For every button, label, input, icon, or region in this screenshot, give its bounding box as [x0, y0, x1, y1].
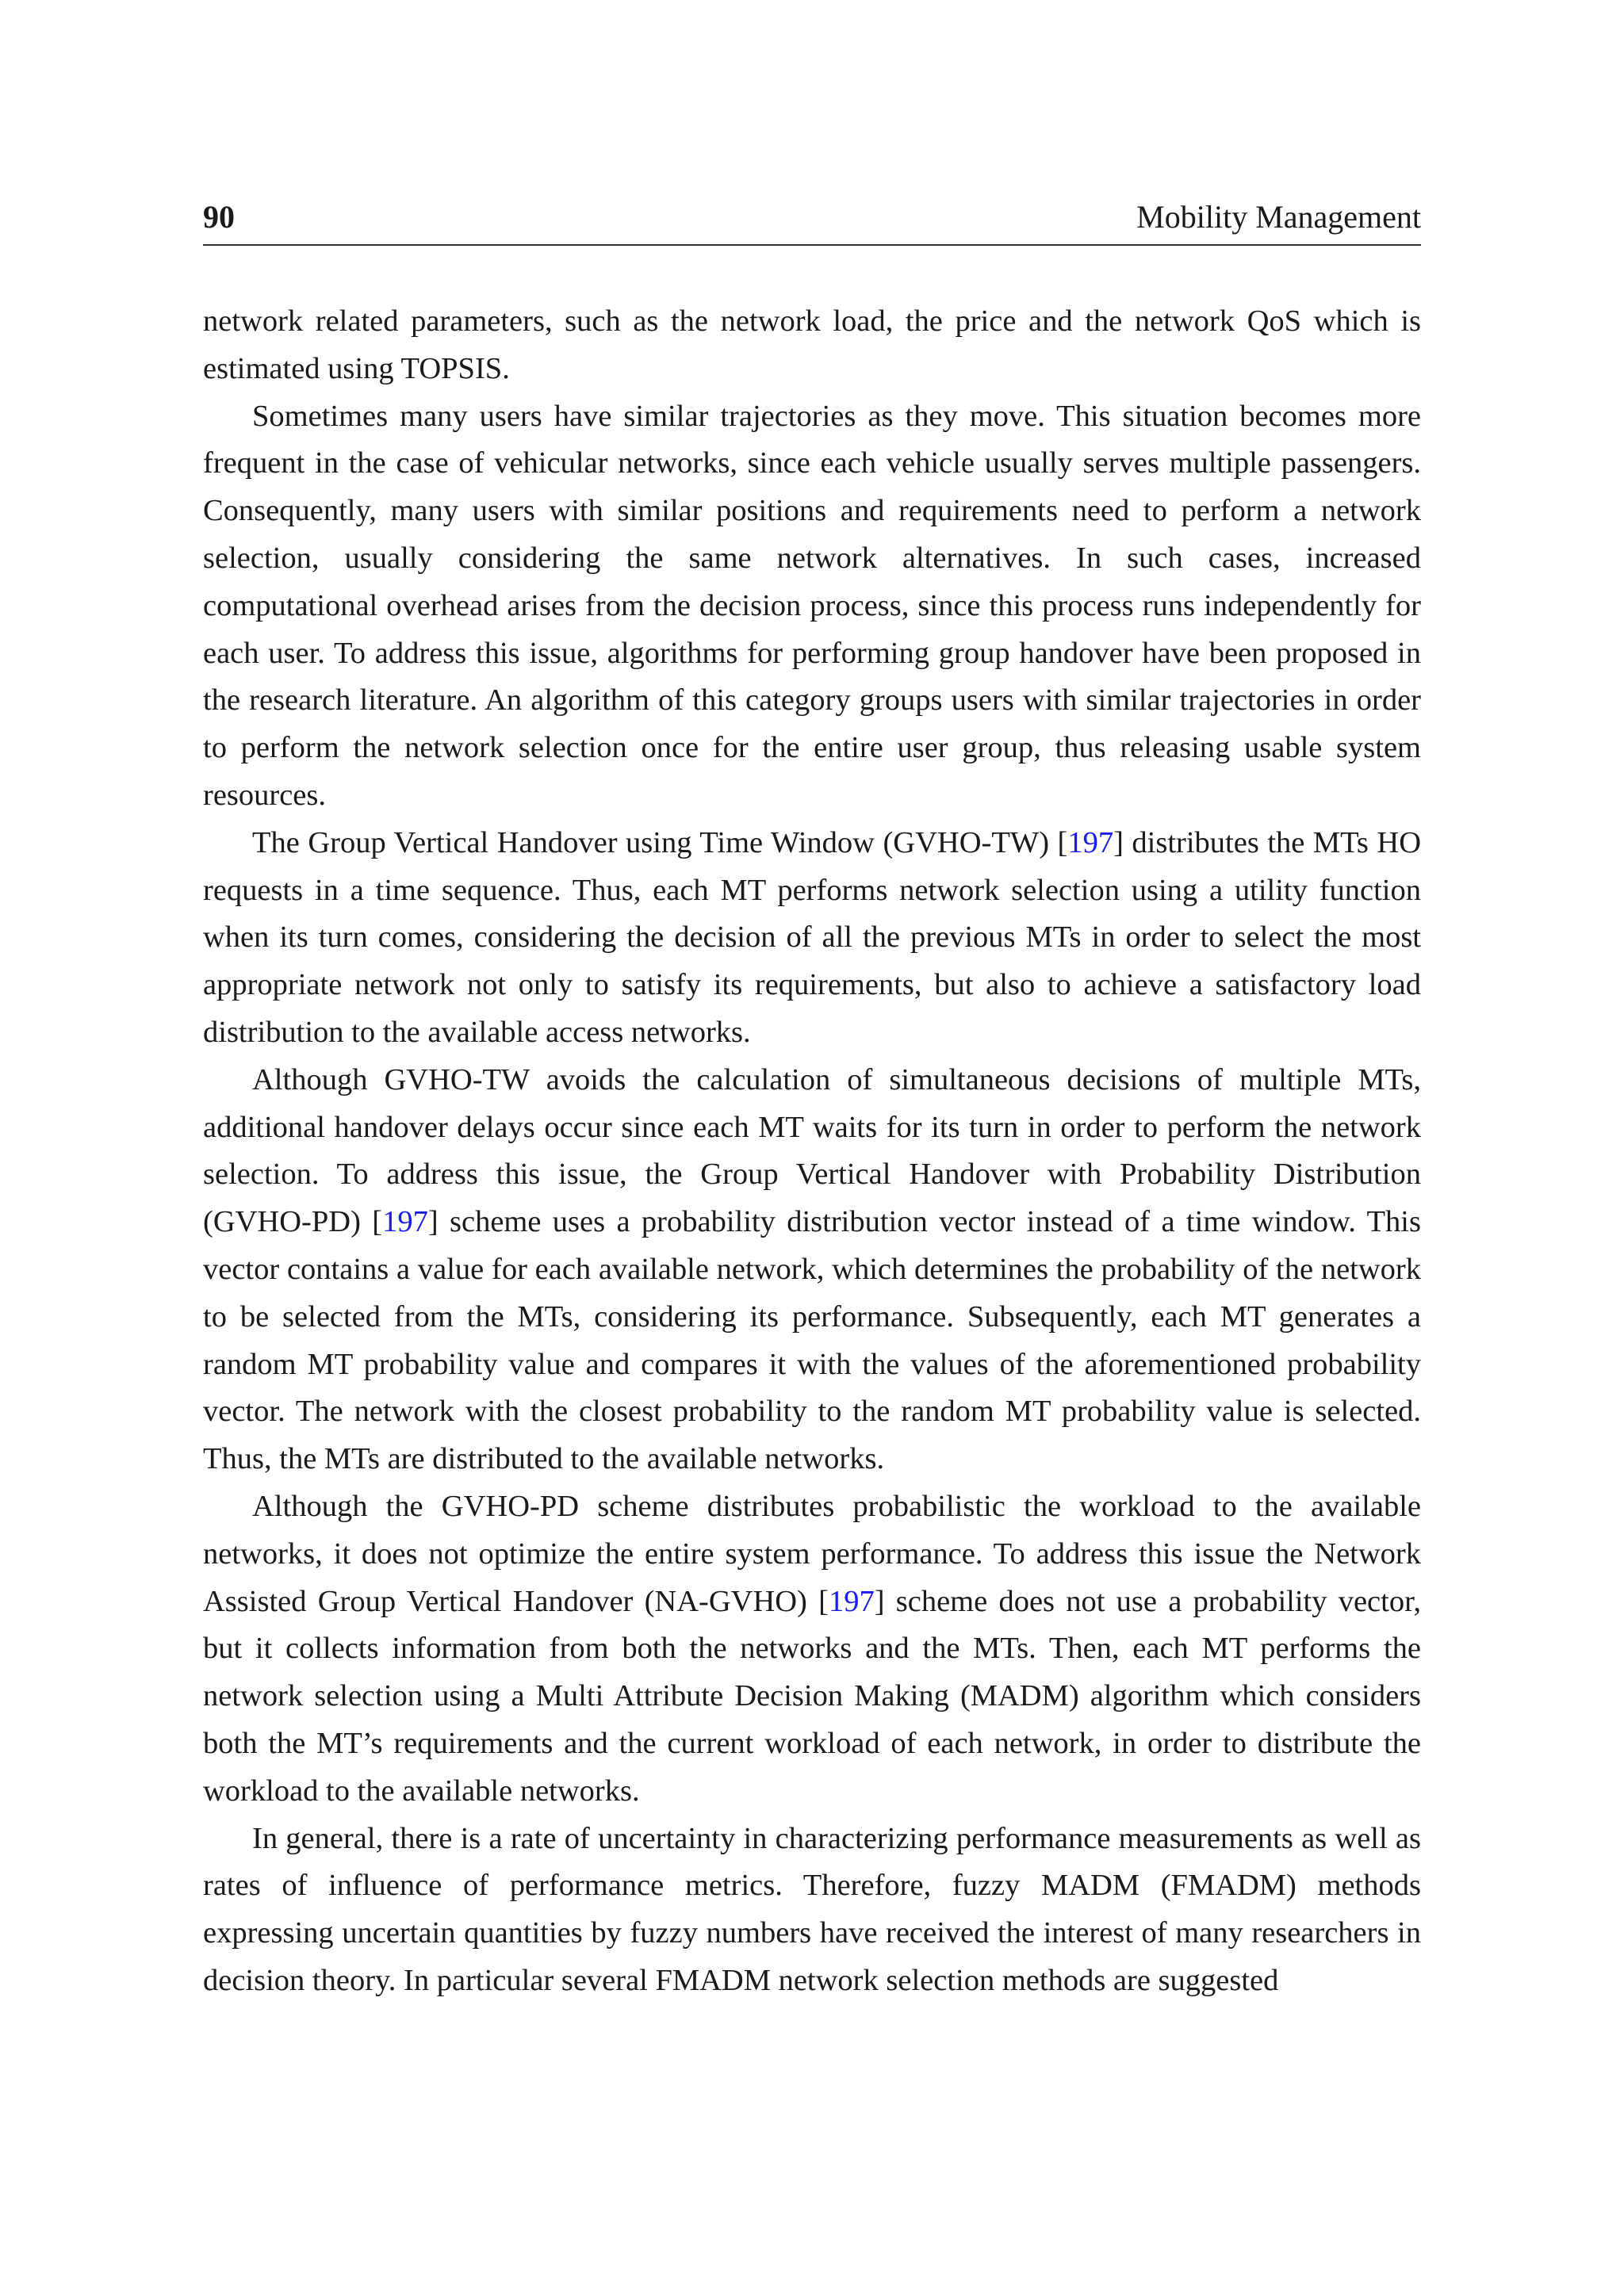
page: [203, 193, 1421, 2005]
citation-link-197[interactable]: 197: [1067, 825, 1114, 859]
page-number: 90: [203, 199, 235, 235]
paragraph-text: Although GVHO-TW avoids the calculation of simultaneous decisions of multiple MTs, additional handover delays occur since each MT waits for its turn in order to perform the network selection. To address this issue, the Group Vertical Handover with Probability Distribution (GVHO-PD): [203, 1062, 1421, 1239]
paragraph-text: In general, there is a rate of uncertainty in characterizing performance measurements as well as rates of influence of performance metrics. Therefore, fuzzy MADM (FMADM) methods expressing uncertain quantities by fuzzy numbers have received the interest of many researchers in decision theory. In particular several FMADM network selection methods are suggested: [203, 1821, 1421, 1997]
citation-link-197[interactable]: 197: [382, 1205, 428, 1239]
paragraph-text: Sometimes many users have similar trajectories as they move. This situation becomes more frequent in the case of vehicular networks, since each vehicle usually serves multiple passengers. Consequently, many users with similar positions and requirements need to perform a network selection, usually considering the same network alternatives. In such cases, increased computational overhead arises from the decision process, since this process runs independently for each user. To address this issue, algorithms for performing group handover have been proposed in the research literature. An algorithm of this category groups users with similar trajectories in order to perform the network selection once for the entire user group, thus releasing usable system resources.: [203, 399, 1421, 812]
running-header: [203, 193, 1421, 246]
body-text: [203, 298, 1421, 2005]
paragraph-6: [203, 1816, 1421, 2005]
citation[interactable]: [197]: [372, 1205, 439, 1239]
paragraph-4: [203, 1057, 1421, 1483]
citation[interactable]: [197]: [818, 1584, 885, 1618]
paragraph-3: [203, 820, 1421, 1057]
citation[interactable]: [197]: [1057, 825, 1124, 859]
section-title: Mobility Management: [1136, 199, 1421, 235]
paragraph-text: Although the GVHO-PD scheme distributes probabilistic the workload to the available networks, it does not optimize the entire system performance. To address this issue the Network Assisted Group Vertical Handover (NA-GVHO): [203, 1489, 1421, 1618]
paragraph-text: scheme uses a probability distribution vector instead of a time window. This vector contains a value for each available network, which determines the probability of the network to be selected from the MTs, considering its performance. Subsequently, each MT generates a random MT probability value and compares it with the values of the aforementioned probability vector. The network with the closest probability to the random MT probability value is selected. Thus, the MTs are distributed to the available networks.: [203, 1205, 1421, 1476]
paragraph-text: The Group Vertical Handover using Time Window (GVHO-TW): [252, 825, 1058, 859]
paragraph-1: [203, 298, 1421, 393]
paragraph-2: [203, 393, 1421, 820]
citation-link-197[interactable]: 197: [828, 1584, 875, 1618]
paragraph-5: [203, 1483, 1421, 1816]
paragraph-text: distributes the MTs HO requests in a time sequence. Thus, each MT performs network selection using a utility function when its turn comes, considering the decision of all the previous MTs in order to select the most appropriate network not only to satisfy its requirements, but also to achieve a satisfactory load distribution to the available access networks.: [203, 825, 1421, 1049]
paragraph-text: scheme does not use a probability vector, but it collects information from both the networks and the MTs. Then, each MT performs the network selection using a Multi Attribute Decision Making (MADM) algorithm which considers both the MT’s requirements and the current workload of each network, in order to distribute the workload to the available networks.: [203, 1584, 1421, 1808]
paragraph-text: network related parameters, such as the network load, the price and the network QoS which is estimated using TOPSIS.: [203, 304, 1421, 385]
